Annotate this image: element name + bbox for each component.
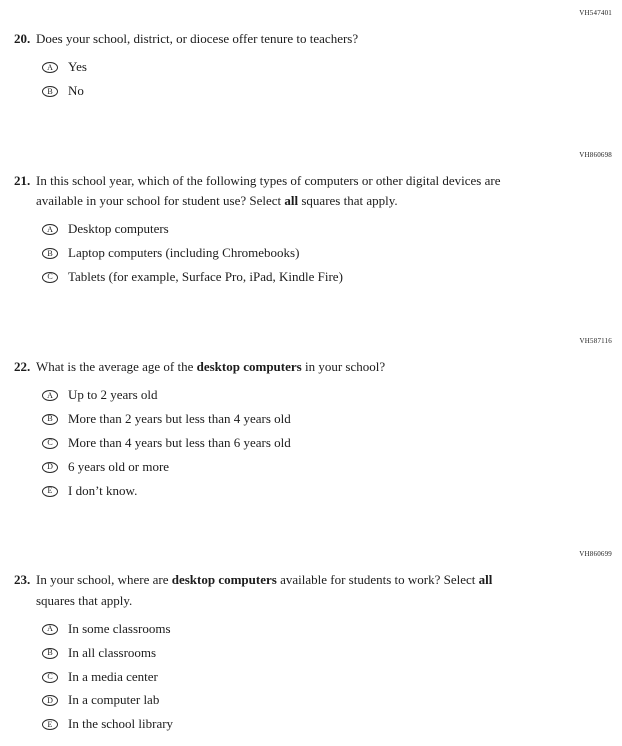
answer-option[interactable] — [42, 269, 612, 286]
answer-option[interactable] — [42, 669, 612, 686]
question-text: In this school year, which of the following types of computers or other digital devices are available in your school for student use? Select all squares that apply. — [36, 172, 501, 209]
question-code: VH587116 — [579, 336, 612, 345]
option-label: In some classrooms — [68, 620, 171, 636]
option-label: In a media center — [68, 668, 158, 684]
options-list — [14, 621, 612, 733]
question-text: In your school, where are desktop computers available for students to work? Select all squares that apply. — [36, 572, 493, 608]
answer-bubble-icon[interactable]: D — [42, 462, 58, 473]
options-list — [14, 387, 612, 499]
option-label: More than 4 years but less than 6 years old — [68, 434, 291, 450]
questions-container — [14, 10, 612, 733]
answer-bubble-icon[interactable]: B — [42, 86, 58, 97]
option-label: In all classrooms — [68, 644, 157, 660]
answer-option[interactable] — [42, 459, 612, 476]
option-label: I don’t know. — [68, 482, 138, 498]
question-number: 22. — [14, 358, 31, 374]
option-label: Up to 2 years old — [68, 387, 158, 403]
option-label: No — [68, 83, 84, 99]
answer-option[interactable] — [42, 245, 612, 262]
answer-bubble-icon[interactable]: B — [42, 648, 58, 659]
answer-bubble-icon[interactable]: E — [42, 719, 58, 730]
answer-option[interactable] — [42, 692, 612, 709]
question-number: 21. — [14, 172, 31, 188]
answer-option[interactable] — [42, 716, 612, 733]
question-code: VH860698 — [579, 150, 612, 159]
question-block — [14, 551, 612, 733]
answer-option[interactable] — [42, 411, 612, 428]
answer-bubble-icon[interactable]: C — [42, 438, 58, 449]
answer-bubble-icon[interactable]: A — [42, 390, 58, 401]
answer-option[interactable] — [42, 621, 612, 638]
answer-bubble-icon[interactable]: C — [42, 272, 58, 283]
answer-bubble-icon[interactable]: A — [42, 62, 58, 73]
question-number: 20. — [14, 31, 31, 46]
answer-bubble-icon[interactable]: A — [42, 224, 58, 235]
option-label: Yes — [68, 59, 87, 75]
answer-option[interactable] — [42, 221, 612, 238]
question-code: VH547401 — [579, 9, 612, 17]
answer-bubble-icon[interactable]: B — [42, 248, 58, 259]
answer-bubble-icon[interactable]: C — [42, 672, 58, 683]
option-label: 6 years old or more — [68, 458, 170, 474]
answer-option[interactable] — [42, 435, 612, 452]
question-number: 23. — [14, 572, 31, 588]
option-label: More than 2 years but less than 4 years old — [68, 410, 291, 426]
question-block — [14, 338, 612, 500]
answer-bubble-icon[interactable]: A — [42, 624, 58, 635]
option-label: Tablets (for example, Surface Pro, iPad, Kindle Fire) — [68, 268, 343, 284]
question-code: VH860699 — [579, 550, 612, 559]
option-label: Laptop computers (including Chromebooks) — [68, 245, 300, 261]
option-label: In the school library — [68, 716, 174, 732]
answer-option[interactable] — [42, 483, 612, 500]
options-list — [14, 221, 612, 286]
options-list — [14, 59, 612, 100]
question-block — [14, 152, 612, 286]
question-text: Does your school, district, or diocese offer tenure to teachers? — [36, 31, 359, 46]
answer-option[interactable] — [42, 645, 612, 662]
answer-bubble-icon[interactable]: B — [42, 414, 58, 425]
option-label: Desktop computers — [68, 221, 169, 237]
answer-bubble-icon[interactable]: E — [42, 486, 58, 497]
option-label: In a computer lab — [68, 692, 160, 708]
answer-option[interactable] — [42, 387, 612, 404]
question-text: What is the average age of the desktop computers in your school? — [36, 358, 386, 374]
question-block — [14, 10, 612, 100]
answer-option[interactable] — [42, 83, 612, 100]
answer-option[interactable] — [42, 59, 612, 76]
answer-bubble-icon[interactable]: D — [42, 695, 58, 706]
